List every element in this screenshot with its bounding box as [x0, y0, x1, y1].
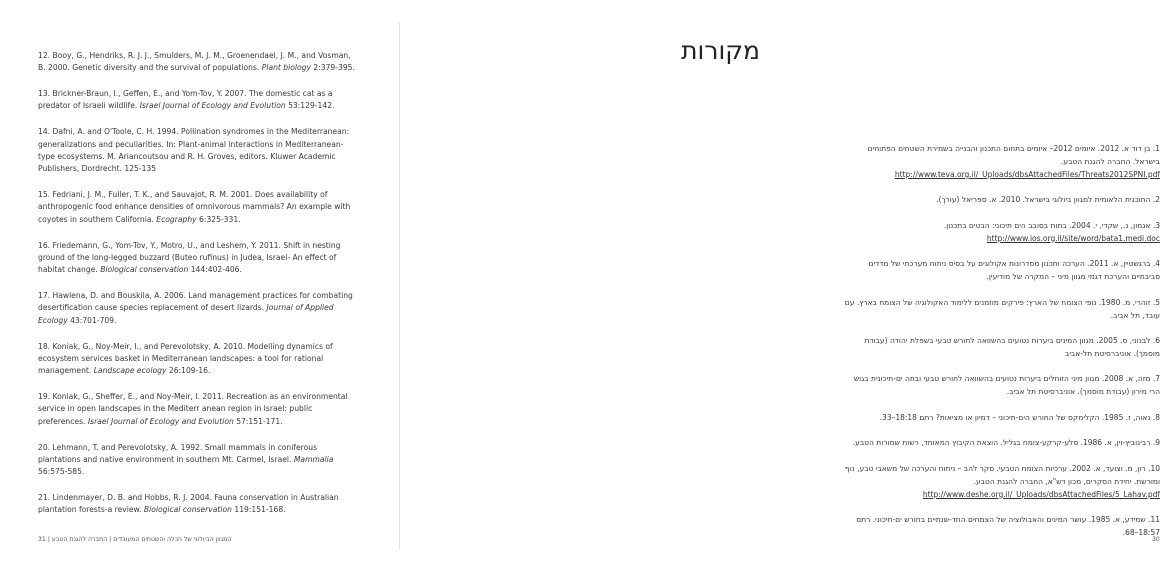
reference-text: 1. בן דוד א. 2012. איומים 2012– איומים בתחום התכנון והבנייה בשמירת השטחים הפתוחים בישראל. החברה להגנת הטבע. [867, 144, 1160, 166]
reference-volume-pages: 57:151-171. [233, 416, 283, 426]
reference-volume-pages: 53:129-142. [285, 101, 335, 111]
right-page-footer: 30 [1152, 536, 1160, 543]
hebrew-reference-entry [842, 296, 1160, 322]
hebrew-reference-entry [842, 257, 1160, 283]
reference-text: 9. רבינוביץ-וין, א. 1986. סלע-קרקע-צומח בגליל. הוצאת הקיבוץ המאוחד, רשות שמורות הטבע. [852, 438, 1160, 448]
reference-text: 11. שמידע, א. 1985. עושר המינים והאבולוציה של הצמחים החד-שנתיים בחורש ים-תיכוני. רתם 18:57–68. [856, 514, 1160, 537]
reference-text: 16. Friedemann, G., Yom-Tov, Y., Motro, U., and Leshem, Y. 2011. Shift in nesting ground of the long-legged buzzard (Buteo rufinus) in Judea, Israel- An effect of habitat change. [38, 240, 341, 275]
reference-text: 14. Dafni, A. and O'Toole, C. H. 1994. Pollination syndromes in the Mediterranean: generalizations and peculiarities. In: Plant-animal interactions in Mediterranean-type ecosystems. M. Ariancoutsou and R. H. Groves, editors. Kluwer Academic Publishers, Dordrecht. 125-135 [38, 127, 350, 174]
reference-text: 7. מזה, א. 2008. מגוון מיני הזוחלים ביערות נטועים בהשוואה לחורש טבעי ובתה ים-תיכונית בגוש הרי מירון (עבודת מוסמך). אוניברסיטת תל אביב. [853, 374, 1160, 397]
reference-text: 12. Booy, G., Hendriks, R. J. J., Smulders, M. J. M., Groenendael, J. M., and Vosman, B. 2000. Genetic diversity and the survival of populations. [38, 51, 351, 73]
reference-entry [38, 290, 360, 327]
reference-journal: Landscape ecology [93, 366, 167, 376]
reference-journal: Ecography [156, 214, 197, 224]
reference-entry [38, 240, 360, 277]
hebrew-reference-entry [842, 436, 1160, 449]
reference-entry [38, 492, 360, 517]
reference-volume-pages: 2:379-395. [310, 63, 355, 73]
reference-journal: Biological conservation [143, 505, 232, 515]
reference-text: 6. לבנוני, ס. 2005. מגוון המינים ביערות נטועים בהשוואה לחורש טבעי בשפלת יהודה (עבודת מוסמך). אוניברסיטת תל-אביב [864, 335, 1160, 358]
reference-entry [38, 88, 360, 113]
reference-link[interactable]: http://www.ios.org.il/site/word/bata1.medi.doc [986, 233, 1160, 243]
reference-journal: Mammalia [293, 454, 334, 464]
reference-text: 2. התוכנית הלאומית למגוון ביולוגי בישראל. 2010. א. ספריאל (עורך). [936, 195, 1160, 205]
reference-volume-pages: 119:151-168. [231, 505, 286, 515]
reference-text: 15. Fedriani, J. M., Fuller, T. K., and Sauvajot, R. M. 2001. Does availability of anthropogenic food enhance densities of omnivorous mammals? An example with coyotes in southern California. [38, 190, 351, 224]
reference-text: 13. Brickner-Braun, I., Geffen, E., and Yom-Tov, Y. 2007. The domestic cat as a predator of Israeli wildlife. [38, 89, 333, 111]
reference-volume-pages: 26:109-16. [166, 366, 211, 376]
reference-text: 21. Lindenmayer, D. B. and Hobbs, R. J. 2004. Fauna conservation in Australian plantation forests-a review. [38, 493, 339, 515]
reference-volume-pages: 56:575-585. [38, 467, 85, 477]
reference-text: 19. Koniak, G., Sheffer, E., and Noy-Meir, I. 2011. Recreation as an environmental service in open landscapes in the Mediterr anean region in Israel: public preferences. [38, 392, 348, 426]
hebrew-reference-entry [842, 411, 1160, 424]
hebrew-reference-entry [842, 142, 1160, 181]
hebrew-reference-entry [842, 193, 1160, 206]
reference-text: 20. Lehmann, T. and Perevolotsky, A. 1992. Small mammals in coniferous plantations and native environment in southern Mt. Carmel, Israel. [38, 442, 318, 464]
hebrew-reference-entry [842, 462, 1160, 501]
reference-journal: Israel Journal of Ecology and Evolution [139, 101, 286, 111]
reference-entry [38, 341, 360, 378]
hebrew-reference-entry [842, 219, 1160, 245]
reference-text: 8. נאוה, ז. 1985. הקלימקס של החורש הים-תיכוני – דמיון או מציאות? רתם 18:18–33. [879, 412, 1160, 422]
references-heading: מקורות [681, 36, 760, 65]
hebrew-reference-entry [842, 513, 1160, 539]
hebrew-reference-entry [842, 334, 1160, 360]
reference-text: 3. אגמון, נ., שקדי, י. 2004. בתות בסובב הים תיכוני: הבטים בתכנון. [943, 220, 1160, 230]
reference-journal: Biological conservation [100, 265, 189, 275]
left-page-footer: 31 | המגוון הביולוגי של הכלה והשטחים המעובדים | החברה להגנת הטבע [38, 536, 232, 543]
reference-entry [38, 50, 360, 75]
left-reference-list [38, 50, 360, 530]
reference-volume-pages: 43:701-709. [67, 315, 117, 325]
reference-journal: Israel Journal of Ecology and Evolution [87, 416, 234, 426]
reference-text: 4. ברגשטיין, א. 2011. הערכה ותכנון מסדרונות אקולוגים על בסיס ניתוח מערכתי של מדדים סביבתיים והערכת דגמי מגוון מיני – המקרה של מודיעין. [868, 259, 1160, 282]
reference-text: 5. זוהרי, מ. 1980. נופי הצומח של הארץ: פירקים מוזמנים ללימוד האקולוגיה של הצומח בארץ. עם עובד, תל אביב. [844, 297, 1160, 320]
reference-entry [38, 391, 360, 428]
reference-volume-pages: 144:402-406. [188, 265, 242, 275]
reference-entry [38, 442, 360, 479]
reference-link[interactable]: http://www.teva.org.il/_Uploads/dbsAttachedFiles/Threats2012SPNI.pdf [894, 170, 1160, 179]
reference-entry [38, 189, 360, 226]
reference-link[interactable]: http://www.deshe.org.il/_Uploads/dbsAttachedFiles/5_Lahav.pdf [922, 489, 1160, 499]
hebrew-reference-entry [842, 372, 1160, 398]
reference-journal: Journal of Applied Ecology [38, 303, 334, 325]
left-page [0, 0, 400, 568]
right-page [400, 0, 1160, 568]
reference-entry [38, 126, 360, 175]
reference-text: 18. Koniak, G., Noy-Meir, I., and Perevolotsky, A. 2010. Modelling dynamics of ecosystem services basket in Mediterranean landscapes: a tool for rational management. [38, 341, 333, 376]
reference-volume-pages: 6:325-331. [196, 214, 241, 224]
reference-text: 17. Hawlena, D. and Bouskila, A. 2006. Land management practices for combating desertification cause species replacement of desert lizards. [38, 291, 353, 313]
reference-journal: Plant biology [261, 63, 311, 73]
right-reference-list [842, 142, 1160, 551]
reference-text: 10. רון, מ. וצועד, א. 2002. ערכיות הצומח הטבעי. סקר להב – ניתוח והערכה של משאבי טבע, נוף ומורשת. יחידת הסקרים, מכון דש"א, החברה להגנת הטבע. [844, 463, 1160, 486]
